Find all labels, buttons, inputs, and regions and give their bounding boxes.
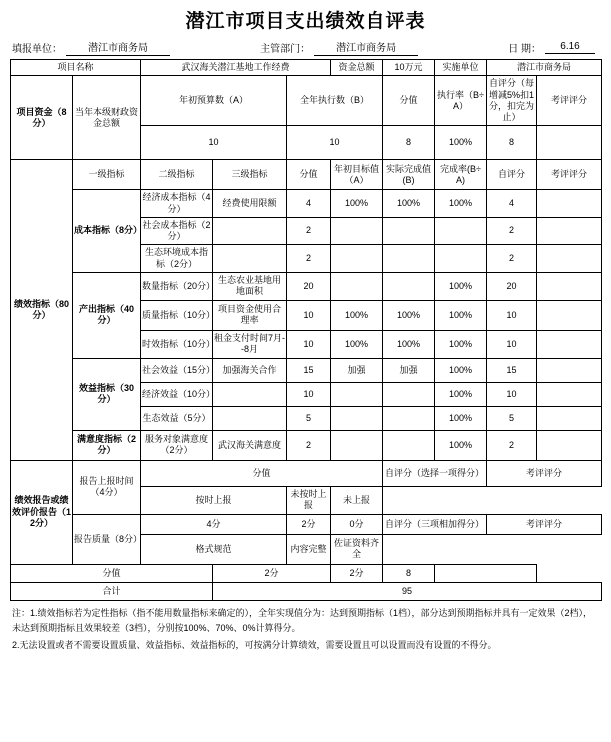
fund-total-value: 10万元	[383, 60, 435, 76]
perf-score: 20	[287, 272, 331, 300]
head-exec-rate: 执行率（B÷A）	[435, 76, 487, 126]
perf-l1-label: 效益指标（30分）	[73, 358, 141, 430]
report-time-label: 报告上报时间（4分）	[73, 460, 141, 514]
perf-self: 10	[487, 300, 537, 330]
perf-review	[537, 245, 602, 273]
perf-l3-label	[213, 217, 287, 245]
page-title: 潜江市项目支出绩效自评表	[185, 11, 426, 32]
perf-rate: 100%	[435, 300, 487, 330]
head-year-exec: 全年执行数（B）	[287, 76, 383, 126]
perf-actual	[383, 272, 435, 300]
perf-self: 2	[487, 245, 537, 273]
total-value: 95	[213, 582, 602, 600]
perf-l2-label: 经济成本指标（4分）	[141, 190, 213, 218]
fund-review-value	[537, 126, 602, 160]
perf-review	[537, 272, 602, 300]
notes-block	[10, 606, 601, 654]
perf-review	[537, 190, 602, 218]
fund-score-value: 8	[383, 126, 435, 160]
head-year-budget: 年初预算数（A）	[141, 76, 287, 126]
table-row	[11, 430, 602, 460]
perf-l3-label	[213, 382, 287, 406]
report-time-value: 0分	[331, 514, 383, 534]
note-2: 2.无法设置或者不需要设置质量、效益指标、效益指标的，可按满分计算绩效，需要设置且可以设置而没有设置的不得分。	[12, 640, 497, 651]
idx-self-header: 自评分	[487, 160, 537, 190]
fund-budget-value: 10	[141, 126, 287, 160]
fund-self-value: 8	[487, 126, 537, 160]
report-time-option: 未上报	[331, 486, 383, 514]
head-review-score: 考评评分	[537, 76, 602, 126]
report-time-value: 4分	[141, 514, 287, 534]
perf-review	[537, 217, 602, 245]
fund-exec-value: 10	[287, 126, 383, 160]
spacer-cell	[383, 534, 602, 564]
perf-l3-label	[213, 245, 287, 273]
report-time-option: 按时上报	[141, 486, 287, 514]
quality-blank	[435, 564, 537, 582]
perf-actual: 加强	[383, 358, 435, 382]
report-time-review-header: 考评评分	[487, 460, 602, 486]
perf-rate: 100%	[435, 358, 487, 382]
perf-score: 10	[287, 382, 331, 406]
unit-label: 填报单位：	[12, 44, 62, 55]
perf-rate	[435, 245, 487, 273]
report-quality-review-header: 考评评分	[487, 514, 602, 534]
perf-score: 10	[287, 330, 331, 358]
report-group-label: 绩效报告或绩效评价报告（12分）	[11, 460, 73, 564]
perf-self: 4	[487, 190, 537, 218]
idx-l1-header: 一级指标	[73, 160, 141, 190]
idx-actual-header: 实际完成值(B)	[383, 160, 435, 190]
quality-score-header: 分值	[11, 564, 213, 582]
perf-l3-label	[213, 406, 287, 430]
fund-row-label: 当年本级财政资金总额	[73, 76, 141, 160]
perf-review	[537, 430, 602, 460]
perf-target: 100%	[331, 330, 383, 358]
perf-l1-label: 成本指标（8分）	[73, 190, 141, 273]
report-time-option: 未按时上报	[287, 486, 331, 514]
perf-l3-label: 生态农业基地用地面积	[213, 272, 287, 300]
impl-unit-value: 潜江市商务局	[487, 60, 602, 76]
dept-label: 主管部门：	[260, 44, 311, 55]
perf-score: 4	[287, 190, 331, 218]
perf-score: 2	[287, 217, 331, 245]
perf-actual: 100%	[383, 330, 435, 358]
perf-score: 15	[287, 358, 331, 382]
perf-l3-label: 武汉海关满意度	[213, 430, 287, 460]
perf-actual: 100%	[383, 190, 435, 218]
report-quality-value: 8	[383, 564, 435, 582]
perf-l3-label: 加强海关合作	[213, 358, 287, 382]
table-row-report-time-values	[11, 514, 602, 534]
perf-target: 100%	[331, 190, 383, 218]
report-quality-option: 内容完整	[287, 534, 331, 564]
perf-self: 5	[487, 406, 537, 430]
perf-self: 2	[487, 217, 537, 245]
idx-l2-header: 二级指标	[141, 160, 213, 190]
perf-review	[537, 406, 602, 430]
report-quality-self-header: 自评分（三项相加得分）	[383, 514, 487, 534]
total-label: 合计	[11, 582, 213, 600]
perf-l2-label: 服务对象满意度（2分）	[141, 430, 213, 460]
perf-self: 2	[487, 430, 537, 460]
report-quality-option: 佐证资料齐全	[331, 534, 383, 564]
fund-group-label: 项目资金（8分）	[11, 76, 73, 160]
perf-rate: 100%	[435, 190, 487, 218]
report-quality-value: 2分	[213, 564, 331, 582]
note-1: 注：1.绩效指标若为定性指标（指不能用数量指标来确定的），全年实现值分为：达到预期指标（1档），部分达到预期指标并具有一定效果（2档），未达到预期指标且效果较差（3档），分别按100%、70%、0%计算得分。	[12, 607, 593, 634]
head-self-score-rule: 自评分（每增减5%扣1分，扣完为止）	[487, 76, 537, 126]
perf-l3-label: 项目资金使用合理率	[213, 300, 287, 330]
perf-actual	[383, 245, 435, 273]
perf-target	[331, 217, 383, 245]
perf-l3-label: 经费使用限额	[213, 190, 287, 218]
table-row-fund-header	[11, 76, 602, 126]
evaluation-table	[10, 59, 602, 601]
perf-l3-label: 租金支付时间7月--8月	[213, 330, 287, 358]
idx-l3-header: 三级指标	[213, 160, 287, 190]
table-row-project-name	[11, 60, 602, 76]
head-score: 分值	[383, 76, 435, 126]
perf-target	[331, 430, 383, 460]
table-row-indicator-header	[11, 160, 602, 190]
report-time-score-header: 分值	[141, 460, 383, 486]
perf-actual	[383, 406, 435, 430]
perf-self: 10	[487, 382, 537, 406]
report-time-self-header: 自评分（选择一项得分）	[383, 460, 487, 486]
date-label: 日 期：	[508, 44, 541, 55]
perf-l2-label: 社会效益（15分）	[141, 358, 213, 382]
dept-value: 潜江市商务局	[314, 39, 418, 56]
report-time-value: 2分	[287, 514, 331, 534]
idx-year-target-header: 年初目标值（A）	[331, 160, 383, 190]
perf-l1-label: 产出指标（40分）	[73, 272, 141, 358]
perf-l2-label: 生态效益（5分）	[141, 406, 213, 430]
perf-self: 10	[487, 330, 537, 358]
idx-review-header: 考评评分	[537, 160, 602, 190]
unit-value: 潜江市商务局	[66, 39, 170, 56]
meta-bar	[10, 39, 601, 56]
perf-actual	[383, 217, 435, 245]
perf-review	[537, 300, 602, 330]
perf-rate: 100%	[435, 430, 487, 460]
perf-target	[331, 245, 383, 273]
perf-target: 100%	[331, 300, 383, 330]
perf-review	[537, 382, 602, 406]
perf-rate: 100%	[435, 406, 487, 430]
perf-l2-label: 时效指标（10分）	[141, 330, 213, 358]
perf-target	[331, 272, 383, 300]
report-quality-option: 格式规范	[141, 534, 287, 564]
table-row-report-quality-values	[11, 564, 602, 582]
perf-l2-label: 数量指标（20分）	[141, 272, 213, 300]
perf-rate: 100%	[435, 330, 487, 358]
perf-target: 加强	[331, 358, 383, 382]
perf-actual: 100%	[383, 300, 435, 330]
table-row-report-time-header	[11, 460, 602, 486]
perf-l2-label: 经济效益（10分）	[141, 382, 213, 406]
project-name-label: 项目名称	[11, 60, 141, 76]
table-row	[11, 190, 602, 218]
perf-target	[331, 382, 383, 406]
project-name-value: 武汉海关潜江基地工作经费	[141, 60, 331, 76]
report-quality-value: 2分	[331, 564, 383, 582]
table-row	[11, 272, 602, 300]
perf-l2-label: 社会成本指标（2分）	[141, 217, 213, 245]
perf-review	[537, 330, 602, 358]
idx-score-header: 分值	[287, 160, 331, 190]
date-value: 6.16	[545, 41, 595, 54]
perf-score: 10	[287, 300, 331, 330]
perf-score: 5	[287, 406, 331, 430]
perf-l2-label: 质量指标（10分）	[141, 300, 213, 330]
perf-target	[331, 406, 383, 430]
perf-self: 15	[487, 358, 537, 382]
perf-l2-label: 生态环境成本指标（2分）	[141, 245, 213, 273]
perf-l1-label: 满意度指标（2分）	[73, 430, 141, 460]
perf-self: 20	[487, 272, 537, 300]
perf-group-label: 绩效指标（80分）	[11, 160, 73, 461]
idx-complete-header: 完成率(B÷A)	[435, 160, 487, 190]
perf-review	[537, 358, 602, 382]
fund-rate-value: 100%	[435, 126, 487, 160]
fund-total-label: 资金总额	[331, 60, 383, 76]
table-row	[11, 358, 602, 382]
perf-rate: 100%	[435, 272, 487, 300]
perf-rate: 100%	[435, 382, 487, 406]
report-quality-label: 报告质量（8分）	[73, 514, 141, 564]
impl-unit-label: 实施单位	[435, 60, 487, 76]
perf-score: 2	[287, 430, 331, 460]
perf-actual	[383, 382, 435, 406]
perf-actual	[383, 430, 435, 460]
perf-rate	[435, 217, 487, 245]
table-row-total	[11, 582, 602, 600]
perf-score: 2	[287, 245, 331, 273]
